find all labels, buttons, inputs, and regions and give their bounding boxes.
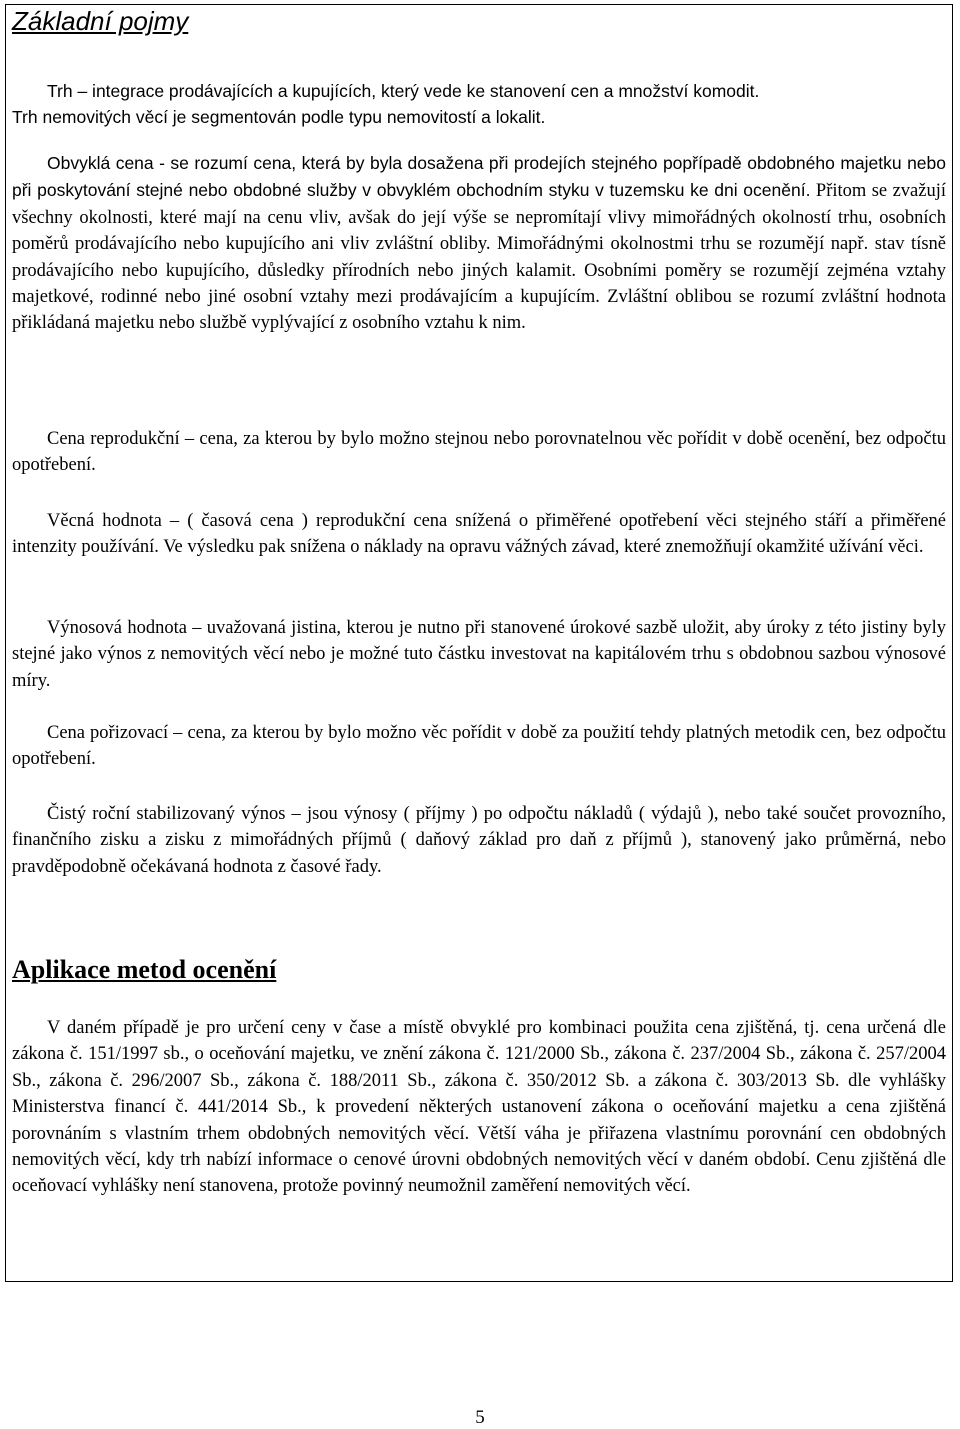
page-number: 5 xyxy=(475,1407,485,1428)
heading-aplikace-metod: Aplikace metod ocenění xyxy=(12,955,277,984)
obvykla-cena-definition: Obvyklá cena - se rozumí cena, která by byla dosažena při prodejích stejného popřípadě obdobného majetku nebo při poskytování stejné nebo obdobné služby v obvyklém obchodním styku v tuzemsku ke dni ocenění. xyxy=(12,153,946,201)
paragraph-trh xyxy=(12,78,946,131)
obvykla-cena-detail: Přitom se zvažují všechny okolnosti, které mají na cenu vliv, avšak do její výše se nepromítají vlivy mimořádných okolností trhu, osobních poměrů prodávajícího nebo kupujícího ani vliv zvláštní obliby. Mimořádnými okolnostmi trhu se rozumějí např. stav tísně prodávajícího nebo kupujícího, důsledky přírodních nebo jiných kalamit. Osobními poměry se rozumějí zejména vztahy majetkové, rodinné nebo jiné osobní vztahy mezi prodávajícím a kupujícím. Zvláštní oblibou se rozumí zvláštní hodnota přikládaná majetku nebo službě vyplývající z osobního vztahu k nim. xyxy=(12,181,946,334)
paragraph-cena-porizovaci xyxy=(12,720,946,773)
cisty-vynos-text: Čistý roční stabilizovaný výnos – jsou výnosy ( příjmy ) po odpočtu nákladů ( výdajů ), nebo také součet provozního, finančního zisku a zisku z mimořádných příjmů ( daňový základ pro daň z příjmů ), stanovený jako průměrná, nebo pravděpodobně očekávaná hodnota z časové řady. xyxy=(12,804,946,877)
trh-line-1: Trh – integrace prodávajících a kupujících, který vede ke stanovení cen a množství komodit. xyxy=(47,81,760,101)
cena-porizovaci-text: Cena pořizovací – cena, za kterou by bylo možno věc pořídit v době za použití tehdy platných metodik cen, bez odpočtu opotřebení. xyxy=(12,723,946,770)
trh-line-2: Trh nemovitých věcí je segmentován podle typu nemovitostí a lokalit. xyxy=(12,107,546,128)
paragraph-cisty-vynos xyxy=(12,801,946,880)
paragraph-vynosova-hodnota xyxy=(12,615,946,694)
vynosova-hodnota-text: Výnosová hodnota – uvažovaná jistina, kterou je nutno při stanovené úrokové sazbě uložit, aby úroky z této jistiny byly stejné jako výnos z nemovitých věcí nebo je možné tuto částku investovat na kapitálovém trhu s obdobnou sazbou výnosové míry. xyxy=(12,618,946,691)
vecna-hodnota-text: Věcná hodnota – ( časová cena ) reprodukční cena snížená o přiměřené opotřebení věci stejného stáří a přiměřené intenzity používání. Ve výsledku pak snížena o náklady na opravu vážných závad, které znemožňují okamžité užívání věci. xyxy=(12,511,946,558)
heading-zakladni-pojmy: Základní pojmy xyxy=(12,6,189,36)
paragraph-obvykla-cena xyxy=(12,150,946,337)
cena-reprodukcni-text: Cena reprodukční – cena, za kterou by bylo možno stejnou nebo porovnatelnou věc pořídit v době ocenění, bez odpočtu opotřebení. xyxy=(12,429,946,476)
aplikace-text: V daném případě je pro určení ceny v čase a místě obvyklé pro kombinaci použita cena zjištěná, tj. cena určená dle zákona č. 151/1997 sb., o oceňování majetku, ve znění zákona č. 121/2000 Sb., zákona č. 237/2004 Sb., zákona č. 257/2004 Sb., zákona č. 296/2007 Sb., zákona č. 188/2011 Sb., zákona č. 350/2012 Sb. a zákona č. 303/2013 Sb. dle vyhlášky Ministerstva financí č. 441/2014 Sb., k provedení některých ustanovení zákona o oceňování majetku a cena zjištěná porovnáním s vlastním trhem obdobných nemovitých věcí. Větší váha je přiřazena vlastnímu porovnání cen obdobných nemovitých věcí, kdy trh nabízí informace o cenové úrovni obdobných nemovitých věcí v daném období. Cenu zjištěná dle oceňovací vyhlášky není stanovena, protože povinný neumožnil zaměření nemovitých věcí. xyxy=(12,1018,946,1197)
paragraph-aplikace xyxy=(12,1015,946,1200)
paragraph-cena-reprodukcni xyxy=(12,426,946,479)
paragraph-vecna-hodnota xyxy=(12,508,946,561)
